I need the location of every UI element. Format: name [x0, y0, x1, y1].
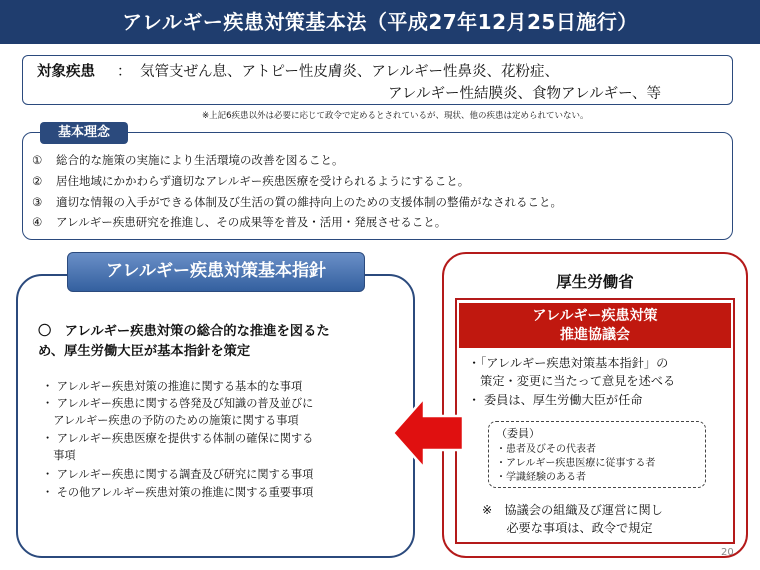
principle-item: [32, 194, 562, 210]
target-diseases-colon: ：: [117, 64, 132, 80]
target-diseases-line1: 気管支ぜん息、アトピー性皮膚炎、アレルギー性鼻炎、花粉症、: [140, 64, 559, 80]
guideline-item: ・ アレルギー疾患医療を提供する体制の確保に関する: [42, 432, 314, 445]
principle-number: ①: [32, 153, 43, 167]
council-note-line2: 必要な事項は、政令で規定: [482, 521, 653, 535]
principle-number: ③: [32, 195, 43, 209]
basic-principles-tag: 基本理念: [40, 122, 128, 144]
principle-item: [32, 214, 446, 230]
members-label: （委員）: [496, 427, 540, 440]
council-item: 策定・変更に当たって意見を述べる: [468, 374, 676, 388]
arrow-shape: [393, 398, 463, 468]
guideline-item: 事項: [42, 449, 76, 462]
left-arrow-icon: [390, 392, 466, 474]
principle-number: ②: [32, 174, 43, 188]
council-note-line1: ※ 協議会の組織及び運営に関し: [482, 503, 663, 517]
council-tag: [459, 303, 731, 348]
principle-text: 居住地域にかかわらず適切なアレルギー疾患医療を受けられるようにすること。: [56, 174, 470, 188]
target-diseases-line2: アレルギー性結膜炎、食物アレルギー、等: [388, 86, 662, 102]
guideline-item: ・ その他アレルギー疾患対策の推進に関する重要事項: [42, 486, 314, 499]
guideline-tag: アレルギー疾患対策基本指針: [67, 252, 365, 292]
member-item: ・学識経験のある者: [496, 472, 586, 483]
council-item: ・ 委員は、厚生労働大臣が任命: [468, 393, 643, 407]
principle-text: アレルギー疾患研究を推進し、その成果等を普及・活用・発展させること。: [56, 215, 447, 229]
council-title-line2: 推進協議会: [560, 327, 630, 343]
guideline-item: ・ アレルギー疾患に関する啓発及び知識の普及並びに: [42, 397, 314, 410]
guideline-item: ・ アレルギー疾患対策の推進に関する基本的な事項: [42, 380, 303, 393]
mhlw-title: 厚生労働省: [556, 273, 634, 291]
principle-item: [32, 152, 344, 168]
page-title: アレルギー疾患対策基本法（平成27年12月25日施行）: [122, 10, 638, 34]
council-item: ・「アレルギー疾患対策基本指針」の: [468, 356, 669, 370]
principle-text: 適切な情報の入手ができる体制及び生活の質の維持向上のための支援体制の整備がなされること。: [56, 195, 562, 209]
principle-text: 総合的な施策の実施により生活環境の改善を図ること。: [56, 153, 344, 167]
target-diseases-label: 対象疾患: [37, 64, 95, 80]
member-item: ・アレルギー疾患医療に従事する者: [496, 458, 656, 469]
principle-item: [32, 173, 469, 189]
footnote: ※上記6疾患以外は必要に応じて政令で定めるとされているが、現状、他の疾患は定められていない。: [202, 111, 589, 121]
page-number: 20: [721, 547, 734, 558]
guideline-item: アレルギー疾患の予防のための施策に関する事項: [42, 414, 299, 427]
council-title-line1: アレルギー疾患対策: [532, 308, 658, 324]
member-item: ・患者及びその代表者: [496, 444, 596, 455]
guideline-heading-line2: め、厚生労働大臣が基本指針を策定: [38, 344, 251, 359]
guideline-item: ・ アレルギー疾患に関する調査及び研究に関する事項: [42, 468, 314, 481]
principle-number: ④: [32, 215, 43, 229]
guideline-heading-line1: 〇 アレルギー疾患対策の総合的な推進を図るた: [38, 324, 330, 339]
